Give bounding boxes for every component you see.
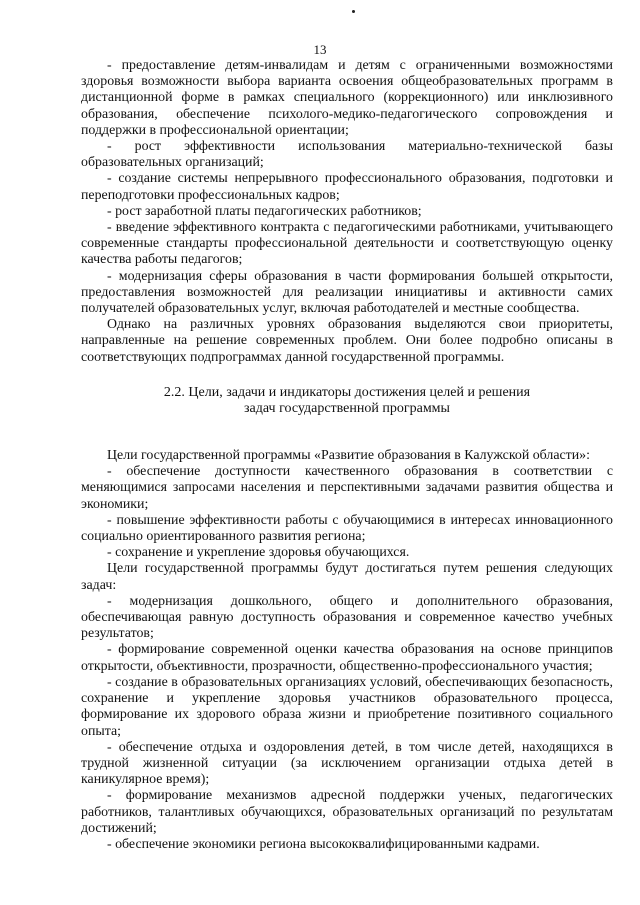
list-item-quality-access: - обеспечение доступности качественного образования в соответствии с меняющимися запросами населения и перспективными задачами развития общества и экономики; [81,464,613,512]
list-item-modernization-education: - модернизация дошкольного, общего и дополнительного образования, обеспечивающая равную доступность образования и современное качество учебных результатов; [81,593,613,642]
list-item-qualified-staff: - обеспечение экономики региона высококвалифицированными кадрами. [107,836,540,852]
list-item-effective-contract: - введение эффективного контракта с педагогическими работниками, учитывающего современные стандарты профессиональной деятельности и соответствующую оценку качества работы педагогов; [81,220,613,268]
list-item-recreation: - обеспечение отдыха и оздоровления детей, в том числе детей, находящихся в трудной жизненной ситуации (за исключением организации отдыха детей в каникулярное время); [81,739,613,788]
list-item-material-base: - рост эффективности использования материально-технической базы образовательных организаций; [81,139,613,171]
paragraph-program-goals: Цели государственной программы «Развитие образования в Калужской области»: [107,448,590,464]
section-heading-line-1: 2.2. Цели, задачи и индикаторы достижения целей и решения [163,384,531,400]
list-item-support-mechanisms: - формирование механизмов адресной поддержки ученых, педагогических работников, талантливых обучающихся, образовательных организаций по результатам достижений; [81,788,613,836]
list-item-distance-education: - предоставление детям-инвалидам и детям с ограниченными возможностями здоровья возможности выбора варианта освоения общеобразовательных программ в дистанционной форме в рамках специального (коррекционного) или инклюзивного образования, обеспечение психолого-медико-педагогического сопровождения и поддержки в профессиональной ориентации; [81,58,613,138]
document-body [81,58,613,853]
section-heading [81,385,613,418]
page-number: 13 [313,42,327,57]
paragraph-tasks-intro: Цели государственной программы будут достигаться путем решения следующих задач: [81,561,613,593]
list-item-continuous-education: - создание системы непрерывного профессионального образования, подготовки и переподготовки профессиональных кадров; [81,171,613,203]
section-heading-line-2: задач государственной программы [244,401,450,417]
list-item-health: - сохранение и укрепление здоровья обучающихся. [107,545,410,561]
list-item-work-efficiency: - повышение эффективности работы с обучающимися в интересах инновационного социально ориентированного развития региона; [81,512,613,545]
list-item-salary-growth: - рост заработной платы педагогических работников; [107,203,422,219]
list-item-safety-conditions: - создание в образовательных организациях условий, обеспечивающих безопасность, сохранение и укрепление здоровья участников образовательного процесса, формирование их здорового образа жизни и приобретение позитивного социального опыта; [81,674,613,739]
paragraph-priorities: Однако на различных уровнях образования выделяются свои приоритеты, направленные на решение современных проблем. Они более подробно описаны в соответствующих подпрограммах данной государственной программы. [81,317,613,365]
list-item-modernization-openness: - модернизация сферы образования в части формирования большей открытости, предоставления возможностей для реализации инициативы и активности самих получателей образовательных услуг, включая работодателей и местные сообщества. [81,268,613,317]
list-item-quality-assessment: - формирование современной оценки качества образования на основе принципов открытости, объективности, прозрачности, общественно-профессионального участия; [81,642,613,674]
scan-speck [352,10,355,13]
